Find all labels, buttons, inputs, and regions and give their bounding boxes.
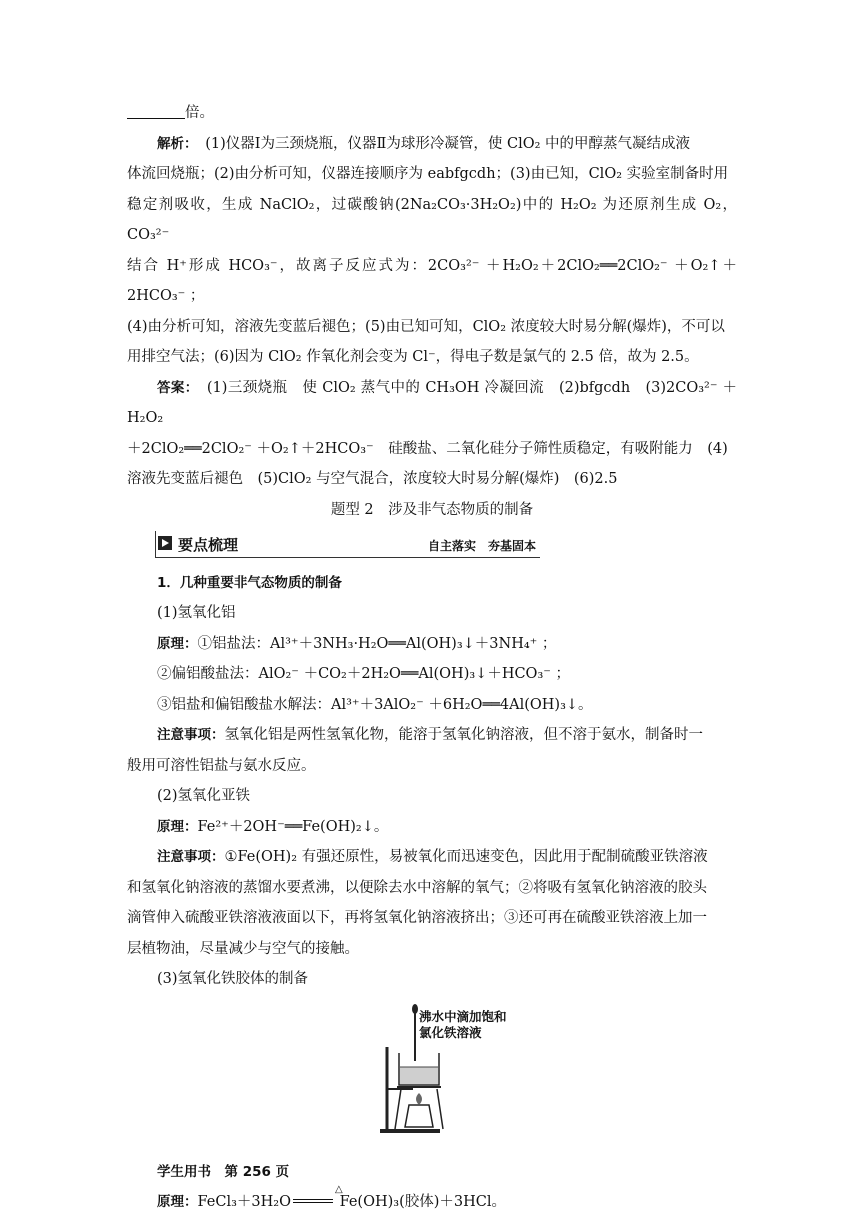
text-line: 倍。 [127, 98, 737, 129]
text-line: (4)由分析可知，溶液先变蓝后褪色；(5)由已知可知，ClO₂ 浓度较大时易分解(爆炸)，不可以 [127, 318, 725, 335]
text-line: 用排空气法；(6)因为 ClO₂ 作氧化剂会变为 Cl⁻，得电子数是氯气的 2.5 倍，故为 2.5。 [127, 349, 699, 365]
heating-equals-sign: △ [291, 1195, 335, 1209]
note-line: 注意事项：①Fe(OH)₂ 有强还原性，易被氧化而迅速变色，因此用于配制硫酸亚铁溶液 [157, 849, 708, 865]
section-title: 要点梳理 [178, 535, 239, 554]
text-line: ③铝盐和偏铝酸盐水解法：Al³⁺＋3AlO₂⁻ ＋6H₂O══4Al(OH)₃↓。 [157, 696, 593, 713]
text-line: (3)氢氧化铁胶体的制备 [157, 971, 309, 987]
text-line: 层植物油，尽量减少与空气的接触。 [127, 940, 359, 957]
analysis-label: 解析： [157, 135, 191, 152]
principle-line: 原理：①铝盐法：Al³⁺＋3NH₃·H₂O══Al(OH)₃↓＋3NH₄⁺ ； [157, 635, 557, 652]
note-line: 注意事项：氢氧化铝是两性氢氧化物，能溶于氢氧化钠溶液，但不溶于氨水，制备时一 [157, 727, 703, 743]
section-tagline: 自主落实 夯基固本 [427, 538, 536, 553]
text-line: 和氢氧化钠溶液的蒸馏水要煮沸，以便除去水中溶解的氧气；②将吸有氢氧化钠溶液的胶头 [127, 879, 707, 896]
section-bar [155, 531, 540, 558]
analysis-paragraph: 解析： (1)仪器Ⅰ为三颈烧瓶，仪器Ⅱ为球形冷凝管，使 ClO₂ 中的甲醇蒸气凝结成液 [157, 135, 691, 152]
text-line: 滴管伸入硫酸亚铁溶液液面以下，再将氢氧化钠溶液挤出；③还可再在硫酸亚铁溶液上加一 [127, 910, 707, 926]
figure-caption: 沸水中滴加饱和 氯化铁溶液 [419, 1008, 507, 1040]
answer-paragraph: 答案： (1)三颈烧瓶 使 ClO₂ 蒸气中的 CH₃OH 冷凝回流 (2)bfgcdh (3)2CO₃²⁻ ＋H₂O₂ [127, 379, 738, 426]
student-book-reference: 学生用书 第 256 页 [157, 1163, 290, 1180]
text-line: 溶液先变蓝后褪色 (5)ClO₂ 与空气混合，浓度较大时易分解(爆炸) (6)2.5 [127, 471, 618, 487]
text-line: (1)氢氧化铝 [157, 605, 236, 621]
subheading: 1．几种重要非气态物质的制备 [157, 574, 342, 591]
play-icon [158, 536, 172, 550]
document-page [127, 98, 737, 1218]
text-line: 般用可溶性铝盐与氨水反应。 [127, 757, 316, 774]
answer-label: 答案： [157, 379, 192, 396]
principle-line: 原理：Fe²⁺＋2OH⁻══Fe(OH)₂↓。 [157, 818, 389, 835]
answer-blank [127, 103, 185, 119]
text-line: (2)氢氧化亚铁 [157, 788, 251, 804]
apparatus-figure [127, 1001, 737, 1151]
principle-line: 原理：FeCl₃＋3H₂O △ Fe(OH)₃(胶体)＋3HCl。 [157, 1184, 507, 1210]
text-line: ②偏铝酸盐法：AlO₂⁻ ＋CO₂＋2H₂O══Al(OH)₃↓＋HCO₃⁻ ； [157, 666, 571, 682]
text-line: 结合 H⁺形成 HCO₃⁻，故离子反应式为：2CO₃²⁻ ＋H₂O₂＋2ClO₂══2ClO₂⁻ ＋O₂↑＋2HCO₃⁻ ； [127, 257, 737, 304]
text-line: 稳定剂吸收，生成 NaClO₂，过碳酸钠(2Na₂CO₃·3H₂O₂)中的 H₂O₂ 为还原剂生成 O₂，CO₃²⁻ [127, 196, 737, 243]
text-line: 体流回烧瓶；(2)由分析可知，仪器连接顺序为 eabfgcdh；(3)由已知，ClO₂ 实验室制备时用 [127, 166, 729, 182]
text-line: ＋2ClO₂══2ClO₂⁻ ＋O₂↑＋2HCO₃⁻ 硅酸盐、二氧化硅分子筛性质稳定，有吸附能力 (4) [127, 440, 728, 457]
topic-title: 题型 2 涉及非气态物质的制备 [330, 501, 534, 518]
